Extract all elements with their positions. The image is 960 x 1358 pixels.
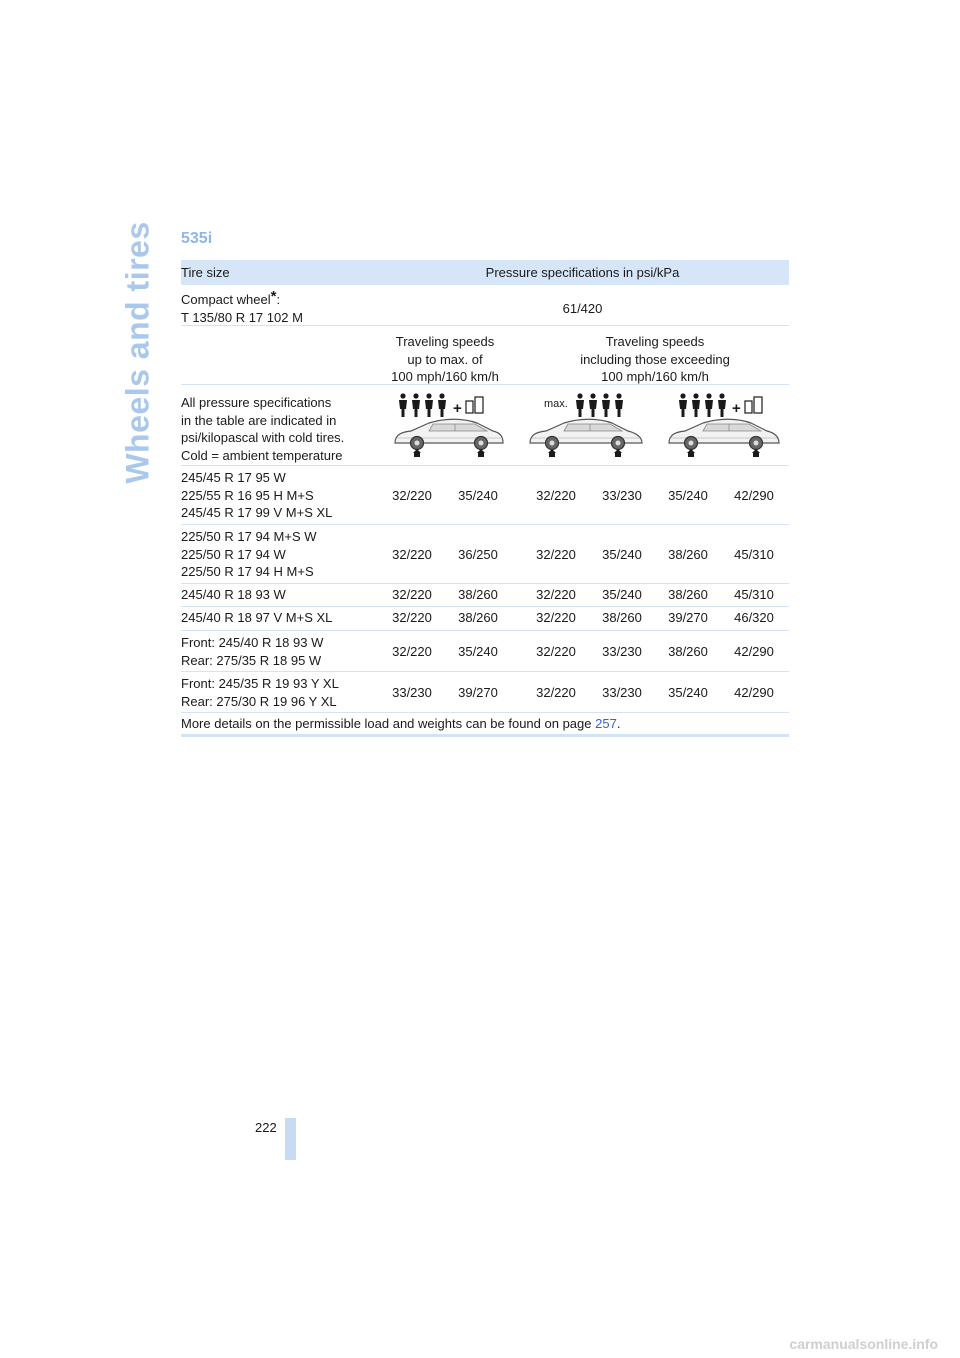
- person-icon: [602, 393, 610, 417]
- person-icon: [705, 393, 713, 417]
- pressure-value: 32/220: [392, 644, 432, 659]
- max-load-car-icon: [524, 391, 650, 466]
- pressure-value: 35/240: [602, 587, 642, 602]
- pressure-value: 35/240: [458, 488, 498, 503]
- pressure-value: 32/220: [536, 587, 576, 602]
- tire-pressure-table: [181, 260, 789, 737]
- page-link-257[interactable]: 257: [595, 716, 617, 731]
- tire-size-cell: Front: 245/35 R 19 93 Y XL Rear: 275/30 R 19 96 Y XL: [181, 676, 339, 709]
- header-tire-size: Tire size: [181, 265, 230, 280]
- chapter-side-title: [118, 220, 158, 484]
- speed-col-up-to: Traveling speeds up to max. of 100 mph/160 km/h: [391, 334, 499, 384]
- svg-text:+: +: [732, 400, 741, 417]
- pressure-value: 46/320: [734, 610, 774, 625]
- pressure-value: 32/220: [392, 488, 432, 503]
- pressure-arrow-icon: [687, 449, 760, 457]
- pressure-value: 35/240: [602, 547, 642, 562]
- pressure-value: 32/220: [536, 644, 576, 659]
- person-icon: [438, 393, 446, 417]
- pressure-value: 32/220: [536, 547, 576, 562]
- table-row: [181, 672, 789, 713]
- pressure-value: 39/270: [668, 610, 708, 625]
- person-icon: [718, 393, 726, 417]
- pressure-value: 32/220: [536, 685, 576, 700]
- compact-wheel-label: Compact wheel*: T 135/80 R 17 102 M: [181, 288, 303, 325]
- person-icon: [425, 393, 433, 417]
- svg-text:+: +: [453, 400, 462, 417]
- pressure-value: 33/230: [602, 488, 642, 503]
- pressure-value: 35/240: [668, 488, 708, 503]
- person-icon: [589, 393, 597, 417]
- table-row: [181, 584, 789, 607]
- car-silhouette-icon: [530, 419, 642, 449]
- person-icon: [615, 393, 623, 417]
- footer-note: More details on the permissible load and weights can be found on page 257.: [181, 716, 621, 731]
- pressure-value: 42/290: [734, 685, 774, 700]
- section-title: 535i: [181, 230, 213, 247]
- pressure-value: 32/220: [392, 587, 432, 602]
- pressure-value: 38/260: [458, 587, 498, 602]
- speed-header-row: [181, 326, 789, 385]
- person-icon: [399, 393, 407, 417]
- option-asterisk: *: [270, 288, 277, 305]
- table-row: [181, 466, 789, 525]
- person-icon: [679, 393, 687, 417]
- pressure-value: 36/250: [458, 547, 498, 562]
- car-silhouette-icon: [669, 419, 779, 449]
- pressure-value: 38/260: [602, 610, 642, 625]
- pressure-value: 32/220: [536, 610, 576, 625]
- pressure-value: 32/220: [536, 488, 576, 503]
- page-marker-bar: [285, 1118, 296, 1160]
- person-icon: [576, 393, 584, 417]
- full-load-car-icon: [663, 391, 783, 466]
- chapter-side-title-text: Wheels and tires: [119, 220, 156, 484]
- compact-wheel-row: [181, 285, 789, 326]
- person-icon: [692, 393, 700, 417]
- pressure-arrow-icon: [548, 449, 622, 457]
- pressure-value: 33/230: [392, 685, 432, 700]
- tire-size-cell: 225/50 R 17 94 M+S W 225/50 R 17 94 W 225/50 R 17 94 H M+S: [181, 529, 317, 579]
- pressure-value: 33/230: [602, 644, 642, 659]
- pressure-value: 33/230: [602, 685, 642, 700]
- person-icon: [412, 393, 420, 417]
- pressure-value: 39/270: [458, 685, 498, 700]
- compact-wheel-value: 61/420: [562, 301, 603, 316]
- table-row: [181, 525, 789, 584]
- pressure-value: 38/260: [668, 587, 708, 602]
- pressure-value: 35/240: [668, 685, 708, 700]
- tire-size-cell: 245/40 R 18 93 W: [181, 587, 286, 602]
- tire-size-cell: Front: 245/40 R 18 93 W Rear: 275/35 R 18 95 W: [181, 635, 324, 668]
- pressure-value: 42/290: [734, 488, 774, 503]
- pressure-note: All pressure specifications in the table are indicated in psi/kilopascal with cold tires. Cold = ambient temperature: [181, 395, 345, 463]
- pressure-value: 45/310: [734, 587, 774, 602]
- pressure-value: 32/220: [392, 547, 432, 562]
- partial-load-car-icon: [389, 391, 507, 466]
- header-pressure: Pressure specifications in psi/kPa: [485, 265, 680, 280]
- pressure-value: 38/260: [668, 547, 708, 562]
- pressure-value: 35/240: [458, 644, 498, 659]
- luggage-icon: [745, 397, 762, 413]
- watermark: carmanualsonline.info: [789, 1336, 938, 1352]
- table-row: [181, 607, 789, 631]
- pressure-value: 45/310: [734, 547, 774, 562]
- pressure-value: 42/290: [734, 644, 774, 659]
- svg-text:max.: max.: [544, 398, 568, 410]
- tire-size-cell: 245/45 R 17 95 W 225/55 R 16 95 H M+S 245/45 R 17 99 V M+S XL: [181, 470, 333, 520]
- pressure-value: 32/220: [392, 610, 432, 625]
- pressure-arrow-icon: [413, 449, 485, 457]
- pressure-value: 38/260: [458, 610, 498, 625]
- table-row: [181, 631, 789, 672]
- pressure-value: 38/260: [668, 644, 708, 659]
- table-header-row: [181, 260, 789, 285]
- load-icon-row: [181, 385, 789, 466]
- table-bottom-rule: [181, 734, 789, 737]
- page-number: 222: [255, 1120, 277, 1135]
- car-silhouette-icon: [395, 419, 503, 449]
- tire-size-cell: 245/40 R 18 97 V M+S XL: [181, 610, 333, 625]
- luggage-icon: [466, 397, 483, 413]
- speed-col-exceeding: Traveling speeds including those exceeding 100 mph/160 km/h: [580, 334, 730, 384]
